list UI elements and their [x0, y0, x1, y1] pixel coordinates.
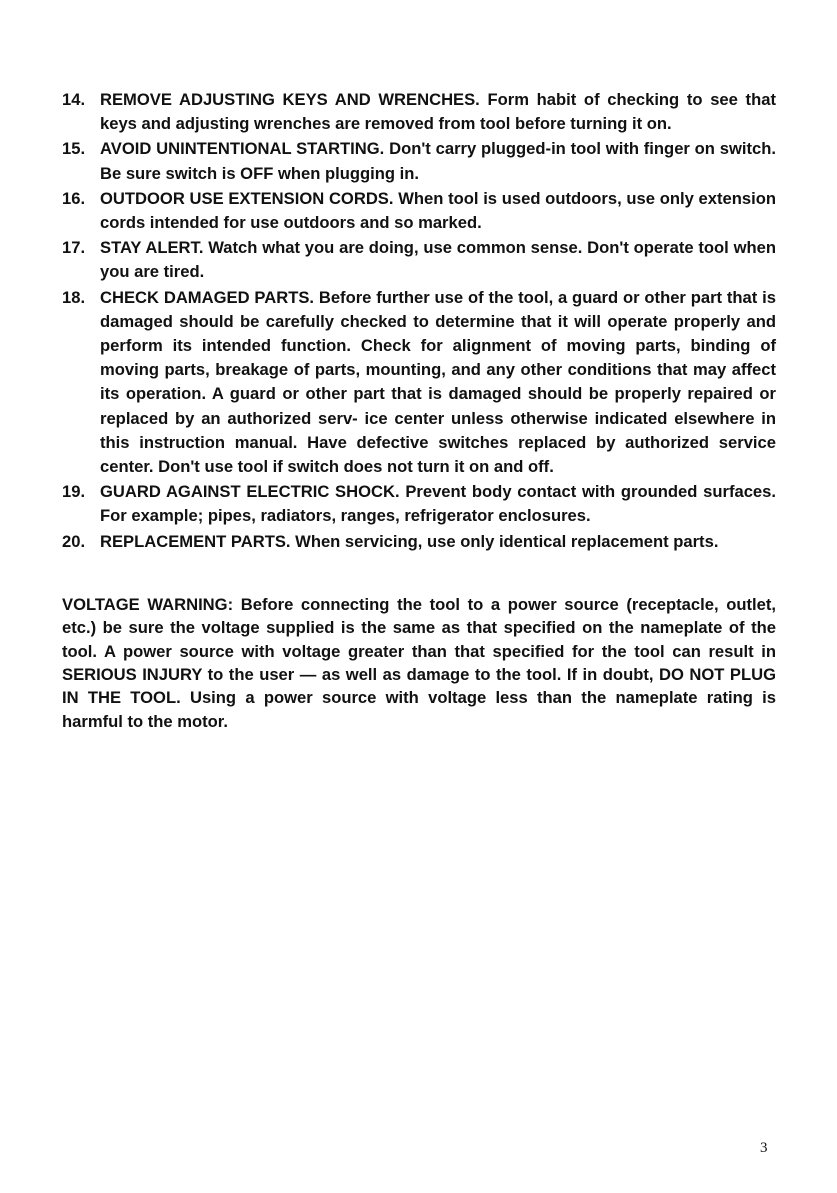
item-heading: GUARD AGAINST ELECTRIC SHOCK. [100, 482, 400, 502]
item-body [100, 187, 776, 235]
item-body [100, 480, 776, 528]
safety-item-17 [62, 236, 776, 284]
item-number: 14. [62, 90, 86, 109]
item-body [100, 286, 776, 480]
safety-item-16 [62, 187, 776, 235]
safety-item-19 [62, 480, 776, 528]
safety-item-14 [62, 88, 776, 136]
item-text: Prevent body contact with grounded surfaces. For example; pipes, radiators, ranges, refrigerator enclosures. [100, 482, 776, 526]
item-body [100, 236, 776, 284]
item-number: 18. [62, 287, 86, 307]
item-text: Don't carry plugged-in tool with finger on switch. Be sure switch is OFF when plugging in. [100, 139, 776, 183]
item-text: Before further use of the tool, a guard or other part that is damaged should be carefully checked to determine that it will operate properly and perform its intended function. Check for alignment of moving parts, binding of moving parts, breakage of parts, mounting, and any other conditions that may affect its operation. A guard or other part that is damaged should be properly repaired or replaced by an authorized serv- ice center unless otherwise indicated elsewhere in this instruction manual. Have defective switches replaced by authorized service center. Don't use tool if switch does not turn it on and off. [100, 287, 776, 477]
item-heading: REPLACEMENT PARTS. [100, 531, 291, 551]
item-heading: STAY ALERT. [100, 238, 204, 258]
item-number: 20. [62, 531, 86, 551]
item-text: Watch what you are doing, use common sense. Don't operate tool when you are tired. [100, 238, 776, 282]
item-body [100, 88, 776, 136]
item-text: When tool is used outdoors, use only extension cords intended for use outdoors and so marked. [100, 188, 776, 233]
item-text: Form habit of checking to see that keys and adjusting wrenches are removed from tool before turning it on. [100, 90, 776, 134]
item-text: When servicing, use only identical replacement parts. [295, 531, 719, 551]
item-heading: AVOID UNINTENTIONAL STARTING. [100, 139, 385, 159]
item-heading: OUTDOOR USE EXTENSION CORDS. [100, 188, 394, 208]
item-heading: REMOVE ADJUSTING KEYS AND WRENCHES. [100, 90, 480, 109]
item-number: 17. [62, 238, 86, 258]
safety-rules-page [62, 88, 776, 750]
safety-item-18 [62, 286, 776, 480]
item-heading: CHECK DAMAGED PARTS. [100, 287, 315, 307]
item-number: 16. [62, 188, 86, 208]
voltage-warning: VOLTAGE WARNING: Before connecting the tool to a power source (receptacle, outlet, etc.) be sure the voltage supplied is the same as that specified on the nameplate of the tool. A power source with voltage greater than that specified for the tool can result in SERIOUS INJURY to the user — as well as damage to the tool. If in doubt, DO NOT PLUG IN THE TOOL. Using a power source with voltage less than the nameplate rating is harmful to the motor. [62, 594, 776, 731]
page-number: 3 [760, 1140, 768, 1156]
item-body [100, 137, 776, 185]
item-body [100, 530, 776, 554]
item-number: 15. [62, 139, 86, 159]
safety-item-15 [62, 137, 776, 185]
safety-item-20 [62, 530, 776, 554]
item-number: 19. [62, 482, 86, 502]
